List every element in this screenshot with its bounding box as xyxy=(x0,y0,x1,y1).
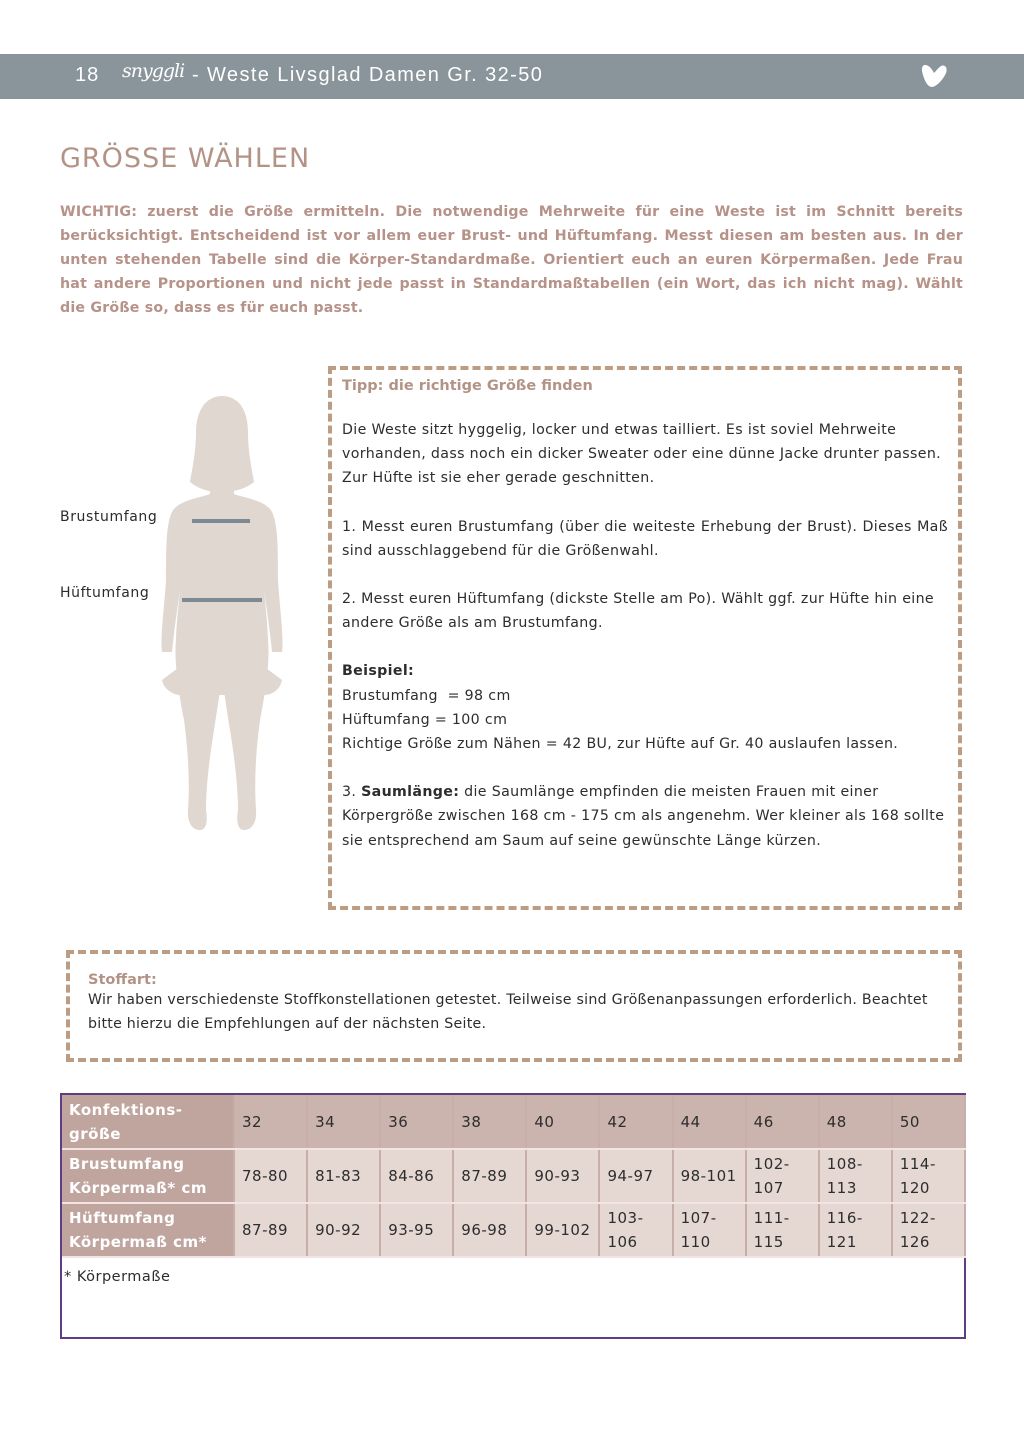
body-silhouette-icon xyxy=(60,390,320,840)
cell-value: 99-102 xyxy=(534,1221,591,1239)
tip-title: Tipp: die richtige Größe finden xyxy=(342,378,593,394)
cell-value: 121 xyxy=(826,1233,857,1251)
hip-label: Hüftumfang xyxy=(60,585,150,601)
row-header xyxy=(62,1203,234,1257)
bust-line xyxy=(192,519,250,523)
table-cell xyxy=(526,1203,599,1257)
table-cell xyxy=(380,1095,453,1149)
table-row xyxy=(62,1149,965,1203)
table-cell xyxy=(673,1203,746,1257)
table-cell xyxy=(819,1203,892,1257)
table-cell xyxy=(819,1149,892,1203)
cell-value: 40 xyxy=(534,1112,555,1131)
tip-box xyxy=(328,366,962,910)
table-cell xyxy=(746,1149,819,1203)
size-table-frame xyxy=(60,1093,966,1339)
tip-step-1: 1. Messt euren Brustumfang (über die weiteste Erhebung der Brust). Dieses Maß sind ausschlaggebend für die Größenwahl. xyxy=(342,518,948,559)
cell-value: 94-97 xyxy=(607,1167,654,1185)
header-bar xyxy=(0,54,1024,99)
table-cell xyxy=(746,1095,819,1149)
cell-value: 122- xyxy=(899,1209,936,1227)
table-cell xyxy=(599,1203,672,1257)
table-cell xyxy=(234,1203,307,1257)
row-header-label: Brustumfang xyxy=(69,1155,185,1173)
cell-value: 107 xyxy=(753,1179,784,1197)
table-cell xyxy=(526,1149,599,1203)
table-cell xyxy=(380,1203,453,1257)
size-table xyxy=(62,1095,966,1258)
example-result: Richtige Größe zum Nähen = 42 BU, zur Hüfte auf Gr. 40 auslaufen lassen. xyxy=(342,736,899,753)
hip-line xyxy=(182,598,262,602)
table-cell xyxy=(453,1149,526,1203)
cell-value: 84-86 xyxy=(388,1167,435,1185)
cell-value: 107- xyxy=(680,1209,717,1227)
step3-text: die Saumlänge empfinden die meisten Frauen mit einer Körpergröße zwischen 168 cm - 175 cm als angenehm. Wer kleiner als 168 sollte sie entsprechend am Saum auf seine gewünschte Länge kürzen. xyxy=(342,784,945,849)
table-cell xyxy=(599,1149,672,1203)
table-cell xyxy=(526,1095,599,1149)
table-row xyxy=(62,1203,965,1257)
cell-value: 102- xyxy=(753,1155,790,1173)
cell-value: 90-92 xyxy=(315,1221,362,1239)
document-title: - Weste Livsglad Damen Gr. 32-50 xyxy=(192,64,544,86)
cell-value: 108- xyxy=(826,1155,863,1173)
bust-label: Brustumfang xyxy=(60,509,158,525)
cell-value: 98-101 xyxy=(680,1167,737,1185)
cell-value: 46 xyxy=(753,1112,774,1131)
cell-value: 106 xyxy=(607,1233,638,1251)
cell-value: 113 xyxy=(826,1179,857,1197)
cell-value: 90-93 xyxy=(534,1167,581,1185)
fabric-type-title: Stoffart: xyxy=(88,972,157,988)
table-cell xyxy=(234,1095,307,1149)
row-header-label: Konfektions- xyxy=(69,1100,183,1119)
table-cell xyxy=(234,1149,307,1203)
table-cell xyxy=(307,1203,380,1257)
cell-value: 48 xyxy=(826,1112,847,1131)
cell-value: 32 xyxy=(242,1112,263,1131)
tip-step-2: 2. Messt euren Hüftumfang (dickste Stelle am Po). Wählt ggf. zur Hüfte hin eine andere Größe als am Brustumfang. xyxy=(342,591,935,632)
cell-value: 116- xyxy=(826,1209,863,1227)
table-cell xyxy=(673,1095,746,1149)
cell-value: 87-89 xyxy=(242,1221,289,1239)
page-number: 18 xyxy=(75,64,100,86)
cell-value: 36 xyxy=(388,1112,409,1131)
example-hip: Hüftumfang = 100 cm xyxy=(342,711,508,728)
row-header-label: Körpermaß* cm xyxy=(69,1179,207,1197)
table-cell xyxy=(453,1203,526,1257)
cell-value: 87-89 xyxy=(461,1167,508,1185)
step3-number: 3. xyxy=(342,784,362,801)
heart-icon xyxy=(919,62,949,90)
cell-value: 120 xyxy=(899,1179,930,1197)
example-title: Beispiel: xyxy=(342,663,415,680)
cell-value: 50 xyxy=(899,1112,920,1131)
tip-step-3 xyxy=(342,780,948,853)
cell-value: 111- xyxy=(753,1209,790,1227)
table-cell xyxy=(380,1149,453,1203)
table-cell xyxy=(453,1095,526,1149)
tip-paragraph: Die Weste sitzt hyggelig, locker und etwas tailliert. Es ist soviel Mehrweite vorhanden, dass noch ein dicker Sweater oder eine dünne Jacke drunter passen. Zur Hüfte ist sie eher gerade geschnitten. xyxy=(342,422,942,487)
table-cell xyxy=(819,1095,892,1149)
cell-value: 110 xyxy=(680,1233,711,1251)
row-header xyxy=(62,1095,234,1149)
fabric-type-text: Wir haben verschiedenste Stoffkonstellationen getestet. Teilweise sind Größenanpassungen erforderlich. Beachtet bitte hierzu die Empfehlungen auf der nächsten Seite. xyxy=(88,992,928,1033)
table-row xyxy=(62,1095,965,1149)
cell-value: 81-83 xyxy=(315,1167,362,1185)
page-title: GRÖSSE WÄHLEN xyxy=(60,143,311,174)
table-cell xyxy=(892,1095,965,1149)
table-cell xyxy=(673,1149,746,1203)
table-cell xyxy=(892,1149,965,1203)
cell-value: 44 xyxy=(680,1112,701,1131)
cell-value: 126 xyxy=(899,1233,930,1251)
cell-value: 115 xyxy=(753,1233,784,1251)
cell-value: 78-80 xyxy=(242,1167,289,1185)
row-header-label: Körpermaß cm* xyxy=(69,1233,207,1251)
example-bust: Brustumfang = 98 cm xyxy=(342,687,511,704)
intro-text: WICHTIG: zuerst die Größe ermitteln. Die notwendige Mehrweite für eine Weste ist im Schnitt bereits berücksichtigt. Entscheidend ist vor allem euer Brust- und Hüftumfang. Messt diesen am besten aus. In der unten stehenden Tabelle sind die Körper-Standardmaße. Orientiert euch an euren Körpermaßen. Jede Frau hat andere Proportionen und nicht jede passt in Standardmaßtabellen (ein Wort, das ich nicht mag). Wählt die Größe so, dass es für euch passt. xyxy=(60,204,963,316)
row-header-label: Hüftumfang xyxy=(69,1209,176,1227)
cell-value: 114- xyxy=(899,1155,936,1173)
body-silhouette-figure xyxy=(60,390,320,840)
cell-value: 42 xyxy=(607,1112,628,1131)
cell-value: 96-98 xyxy=(461,1221,508,1239)
table-cell xyxy=(892,1203,965,1257)
cell-value: 34 xyxy=(315,1112,336,1131)
step3-label: Saumlänge: xyxy=(361,784,460,801)
footnote: * Körpermaße xyxy=(64,1269,171,1285)
cell-value: 38 xyxy=(461,1112,482,1131)
table-cell xyxy=(307,1095,380,1149)
cell-value: 103- xyxy=(607,1209,644,1227)
table-cell xyxy=(746,1203,819,1257)
brand-logo: snyggli xyxy=(122,60,185,82)
row-header xyxy=(62,1149,234,1203)
fabric-type-box xyxy=(66,950,962,1062)
cell-value: 93-95 xyxy=(388,1221,435,1239)
row-header-label: größe xyxy=(69,1124,121,1143)
table-cell xyxy=(307,1149,380,1203)
table-cell xyxy=(599,1095,672,1149)
